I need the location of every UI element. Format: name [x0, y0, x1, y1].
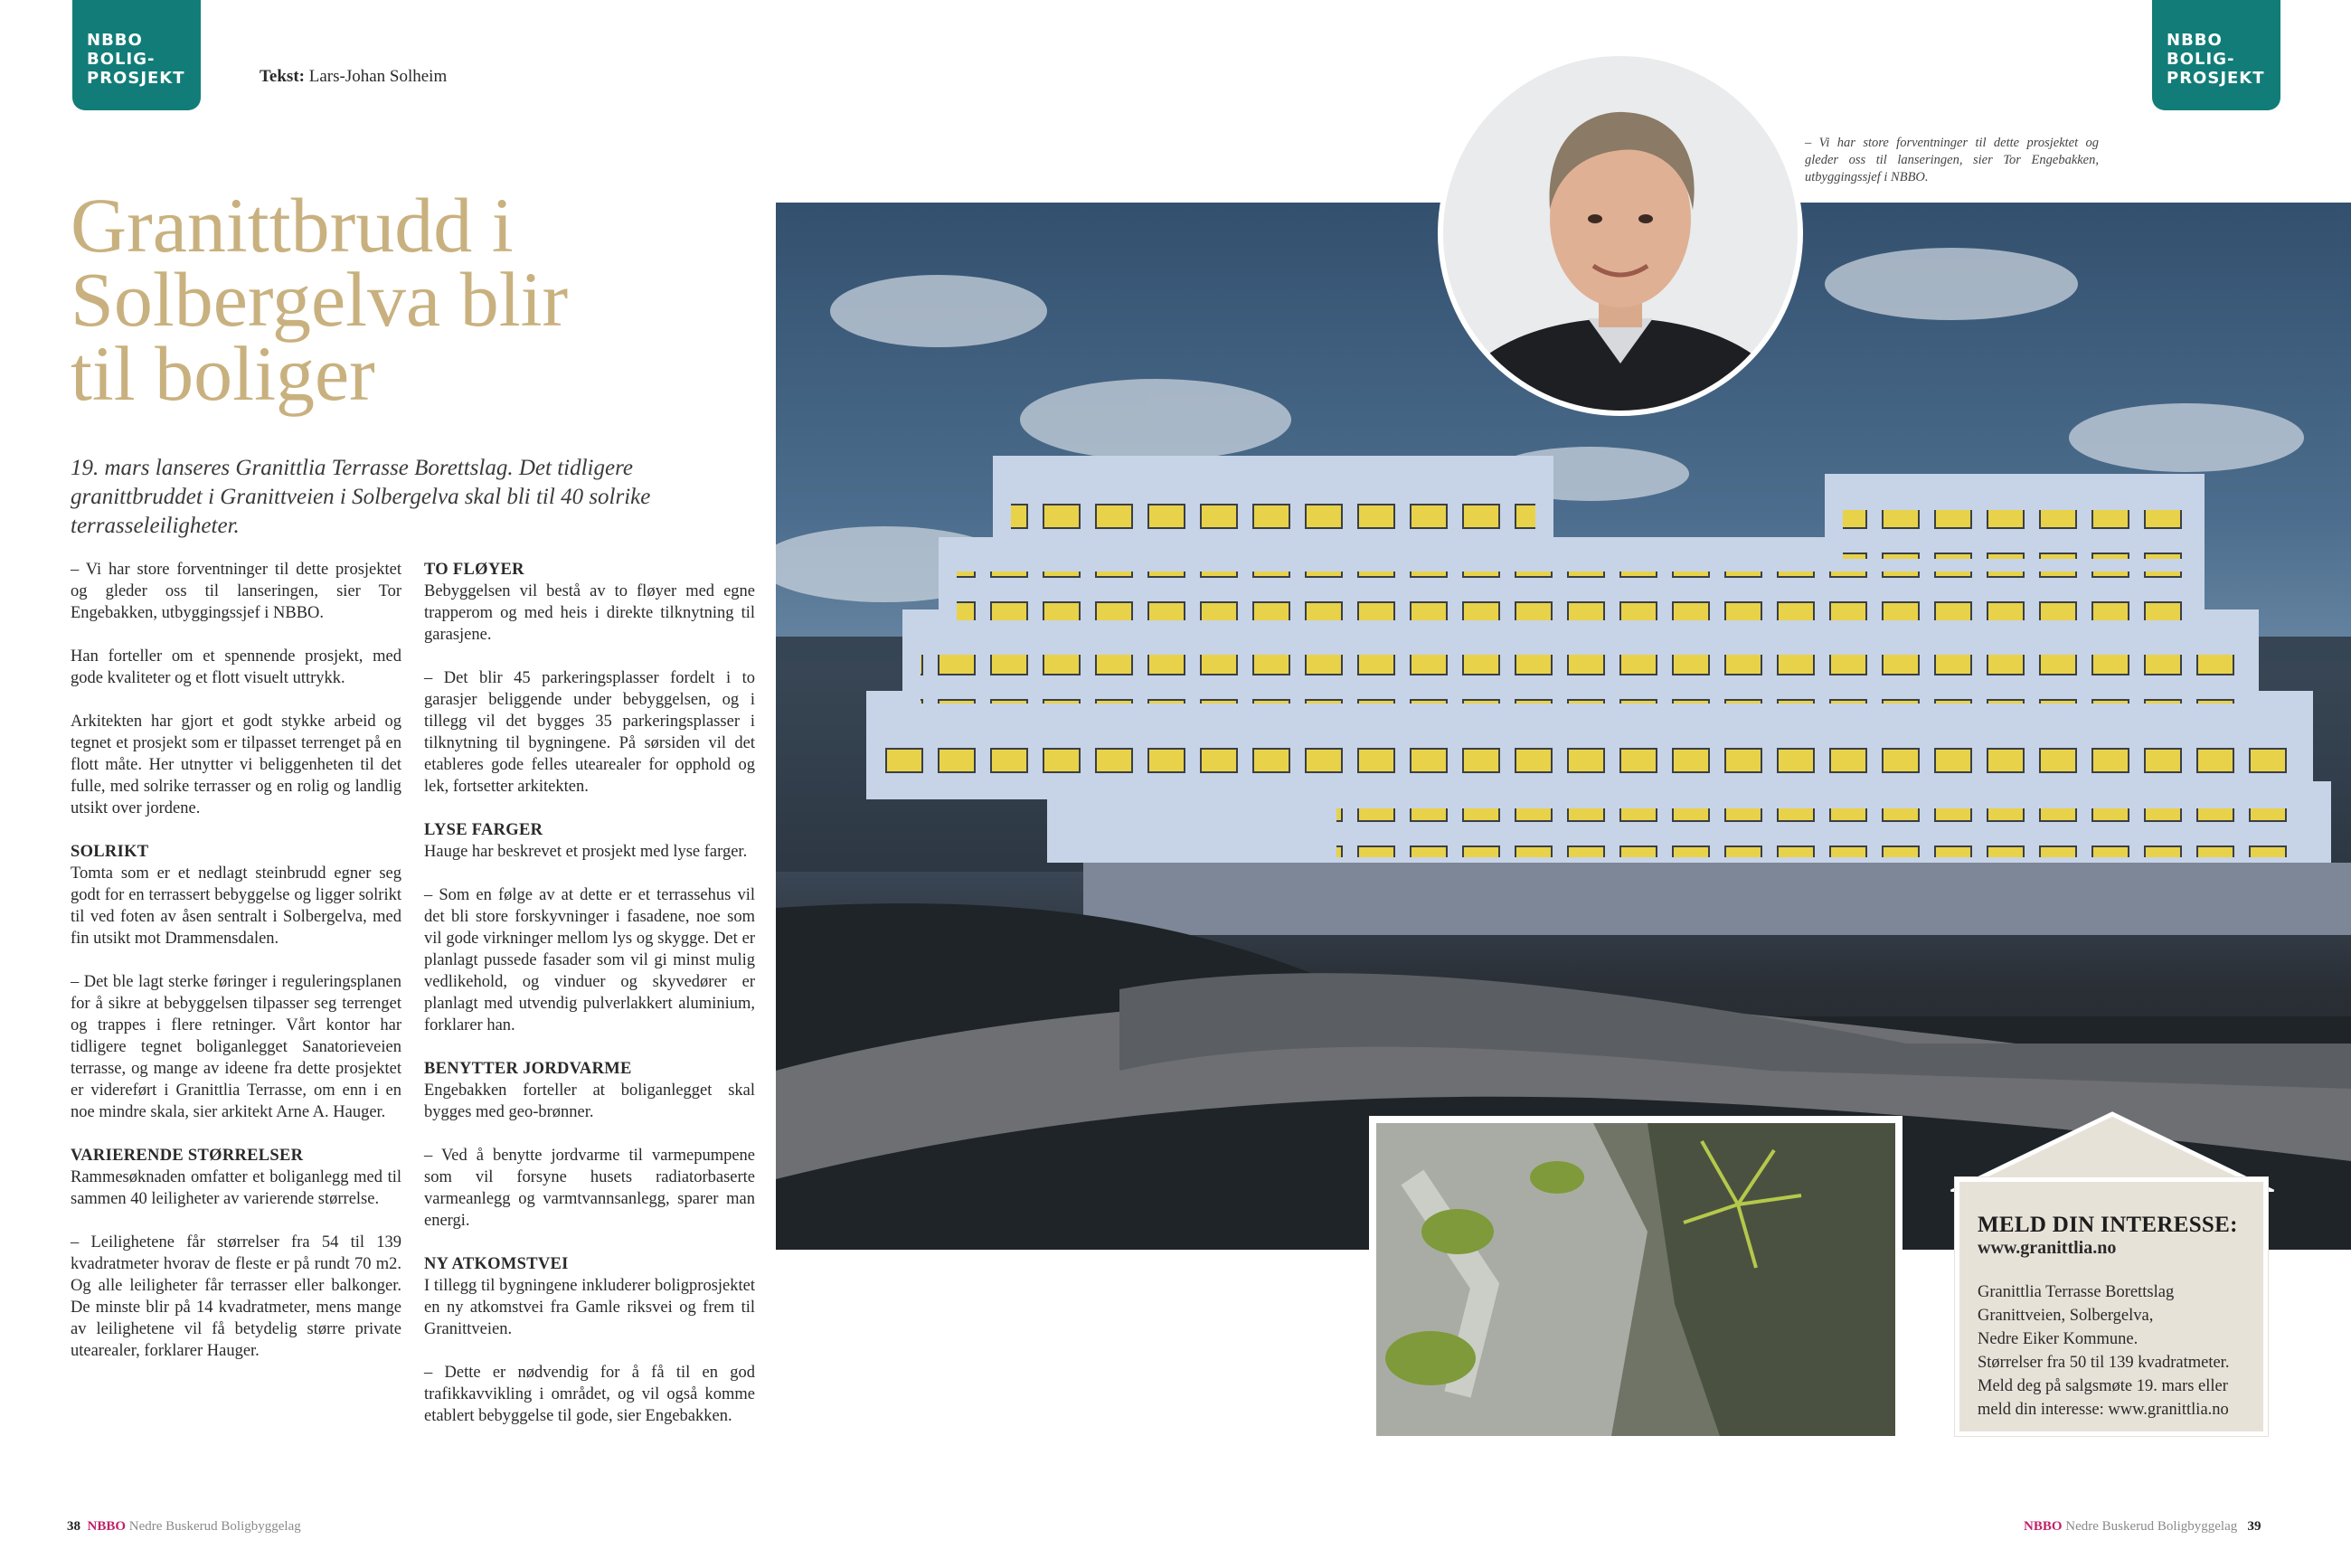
body-paragraph: – Det blir 45 parkeringsplasser fordelt i to garasjer beliggende under bebyggelsen, og i tillegg vil det bygges 35 parkeringsplasser i tilknytning til bygningene. På sørsiden vil det etableres gode felles utearealer for opphold og lek, fortsetter arkitekten.: [424, 669, 755, 796]
byline-label: Tekst:: [260, 67, 305, 86]
footer-brand: NBBO: [2024, 1519, 2063, 1534]
infobox-url[interactable]: www.granittlia.no: [1978, 1238, 2117, 1258]
infobox-line: Granittlia Terrasse Borettslag: [1978, 1283, 2175, 1301]
body-paragraph: Engebakken forteller at boliganlegget skal bygges med geo-brønner.: [424, 1082, 755, 1121]
body-paragraph: Han forteller om et spennende prosjekt, med gode kvaliteter og et flott visuelt uttrykk.: [71, 647, 401, 687]
infobox-line: meld din interesse: www.granittlia.no: [1978, 1401, 2229, 1419]
tab-line: NBBO: [2167, 31, 2223, 50]
infobox-line: Nedre Eiker Kommune.: [1978, 1330, 2139, 1348]
headline: [71, 182, 758, 417]
interest-infobox: [1942, 1110, 2282, 1441]
rock-cliff-illustration: [1376, 1123, 1895, 1436]
subheading-floyer: TO FLØYER: [424, 561, 524, 579]
tab-line: PROSJEKT: [2167, 69, 2265, 88]
lead-paragraph: 19. mars lanseres Granittlia Terrasse Borettslag. Det tidligere granittbruddet i Granittveien i Solbergelva skal bli til 40 solrike terrasseleiligheter.: [71, 456, 651, 538]
body-paragraph: – Som en følge av at dette er et terrassehus vil det bli store forskyvninger i fasadene, noe som vil gode virkninger mellom lys og skygge. Det er planlagt pussede fasader som vil gi minst mulig vedlikehold, og vinduer og skyvedører er planlagt med utvendig pulverlakkert aluminium, forklarer han.: [424, 886, 755, 1034]
tab-line: PROSJEKT: [87, 69, 185, 88]
headline-line: Granittbrudd i: [71, 182, 514, 269]
headline-line: Solbergelva blir: [71, 256, 569, 343]
body-paragraph: Tomta som er et nedlagt steinbrudd egner seg godt for en terrassert bebyggelse og ligger solrikt til ved foten av åsen sentralt i Solbergelva, med fin utsikt mot Drammensdalen.: [71, 864, 401, 948]
body-paragraph: – Vi har store forventninger til dette prosjektet og gleder oss til lanseringen, sier Tor Engebakken, utbyggingssjef i NBBO.: [71, 561, 401, 622]
rock-inset-photo: [1369, 1116, 1903, 1443]
body-paragraph: Arkitekten har gjort et godt stykke arbeid og tegnet et prosjekt som er tilpasset terrenget på en flott måte. Her utnytter vi beliggenheten til det fulle, med solrike terrasser og en rolig og landlig utsikt over jordene.: [71, 713, 401, 817]
article-column-1: [71, 559, 401, 1384]
body-paragraph: Hauge har beskrevet et prosjekt med lyse farger.: [424, 843, 748, 861]
headline-line: til boliger: [71, 330, 375, 417]
portrait-caption: – Vi har store forventninger til dette prosjektet og gleder oss til lanseringen, sier Tor Engebakken, utbyggingssjef i NBBO.: [1805, 135, 2099, 184]
byline-author: Lars-Johan Solheim: [308, 67, 448, 86]
tab-line: BOLIG-: [2167, 50, 2235, 69]
section-tab-right: [2152, 0, 2280, 110]
subheading-jordvarme: BENYTTER JORDVARME: [424, 1060, 632, 1078]
tab-line: BOLIG-: [87, 50, 156, 69]
body-paragraph: I tillegg til bygningene inkluderer boligprosjektet en ny atkomstvei fra Gamle riksvei og frem til Granittveien.: [424, 1277, 755, 1338]
body-paragraph: Rammesøknaden omfatter et boliganlegg med til sammen 40 leiligheter av varierende størrelse.: [71, 1168, 401, 1208]
body-paragraph: – Leilighetene får størrelser fra 54 til 139 kvadratmeter hvorav de fleste er på rundt 70 m2. Og alle leiligheter får terrasser eller balkonger. De minste blir på 14 kvadratmeter, mens mange av leilighetene vil få betydelig større private utearealer, forklarer Hauger.: [71, 1233, 401, 1360]
person-illustration: [1443, 56, 1798, 411]
subheading-atkomst: NY ATKOMSTVEI: [424, 1255, 569, 1273]
page-number: 38: [67, 1519, 80, 1534]
infobox-line: Størrelser fra 50 til 139 kvadratmeter.: [1978, 1354, 2230, 1372]
portrait-photo: [1438, 51, 1803, 416]
subheading-varierende: VARIERENDE STØRRELSER: [71, 1147, 304, 1165]
body-paragraph: – Dette er nødvendig for å få til en god trafikkavvikling i området, og vil også komme etablert bebyggelse til gode, sier Engebakken.: [424, 1364, 755, 1425]
footer-left: [67, 1519, 301, 1535]
article-column-2: [424, 559, 755, 1449]
subheading-farger: LYSE FARGER: [424, 821, 543, 839]
infobox-title: MELD DIN INTERESSE:: [1978, 1213, 2238, 1237]
page-number: 39: [2247, 1519, 2261, 1534]
footer-right: [2024, 1519, 2261, 1535]
footer-org: Nedre Buskerud Boligbyggelag: [2065, 1519, 2238, 1534]
subheading-solrikt: SOLRIKT: [71, 843, 149, 861]
footer-org: Nedre Buskerud Boligbyggelag: [128, 1519, 301, 1534]
infobox-panel: [1955, 1177, 2268, 1436]
infobox-line: Granittveien, Solbergelva,: [1978, 1307, 2154, 1325]
infobox-line: Meld deg på salgsmøte 19. mars eller: [1978, 1377, 2228, 1395]
body-paragraph: Bebyggelsen vil bestå av to fløyer med egne trapperom og med heis i direkte tilknytning til garasjene.: [424, 582, 755, 644]
body-paragraph: – Det ble lagt sterke føringer i reguleringsplanen for å sikre at bebyggelsen tilpasser seg terrenget og trappes i flere retninger. Vårt kontor har tidligere tegnet boliganlegget Sanatorieveien terrasse, og mange av ideene fra dette prosjektet er videreført i Granittlia Terrasse, om enn i en noe mindre skala, sier arkitekt Arne A. Hauger.: [71, 973, 401, 1121]
byline: [260, 67, 447, 87]
footer-brand: NBBO: [87, 1519, 127, 1534]
body-paragraph: – Ved å benytte jordvarme til varmepumpene som vil forsyne husets radiatorbaserte varmeanlegg og varmtvannsanlegg, sparer man energi.: [424, 1147, 755, 1230]
section-tab-left: [72, 0, 201, 110]
tab-line: NBBO: [87, 31, 143, 50]
